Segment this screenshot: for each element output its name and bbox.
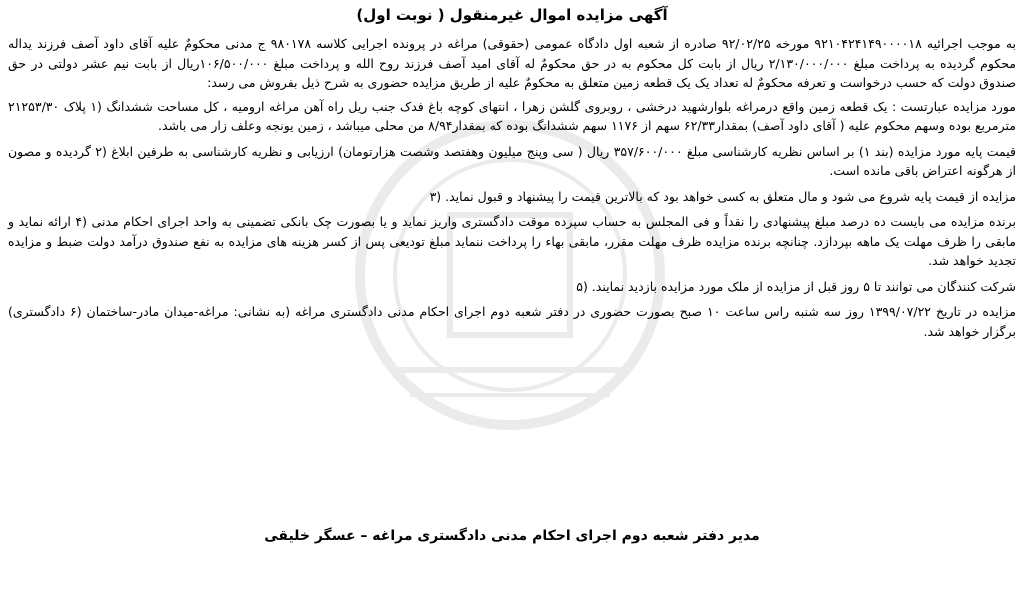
notice-title: آگهی مزایده اموال غیرمنقول ( نوبت اول) <box>356 6 668 24</box>
clause-3-start-price: مزایده از قیمت پایه شروع می شود و مال متعلق به کسی خواهد بود که بالاترین قیمت را پیشنهاد و قبول نماید. (۳ <box>429 188 1016 204</box>
signature-line: مدیر دفتر شعبه دوم اجرای احکام مدنی دادگستری مراغه – عسگر خلیقی <box>264 528 760 544</box>
clause-5-visit: شرکت کنندگان می توانند تا ۵ روز قبل از مزایده از ملک مورد مزایده بازدید نمایند. (۵ <box>576 278 1016 294</box>
clause-2-base-price: قیمت پایه مورد مزایده (بند ۱) بر اساس نظریه کارشناسی مبلغ ۳۵۷/۶۰۰/۰۰۰ ریال ( سی وپنج میلیون وهفتصد وشصت هزارتومان) ارزیابی و نظریه کارشناسی به طرفین ابلاغ (۲ گردیده و مصون از هرگونه اعتراض باقی مانده است. <box>8 143 1016 178</box>
clause-1-property: مورد مزایده عبارتست : یک قطعه زمین واقع درمراغه بلوارشهید درخشی ، روبروی گلشن زهرا ، انتهای کوچه باغ فدک جنب ریل راه آهن مراغه ارومیه ، کل مساحت ششدانگ (۱ پلاک ۲۱۲۵۳/۳۰ مترمربع بوده وسهم محکوم علیه ( آقای داود آصف) بمقدار۶۲/۳۳ سهم از ۱۱۷۶ سهم ششدانگ بوده که بمقدار۸/۹۴ من محلی میباشد ، زمین یونجه وعلف زار می باشد. <box>8 98 1016 133</box>
intro-paragraph: به موجب اجرائیه ۹۲۱۰۴۲۴۱۴۹۰۰۰۰۱۸ مورخه ۹۲/۰۲/۲۵ صادره از شعبه اول دادگاه عمومی (حقوقی) مراغه در پرونده اجرایی کلاسه ۹۸۰۱۷۸ ج مدنی محکومٌ علیه آقای داود آصف فرزند یداله محکوم گردیده به پرداخت مبلغ ۲/۱۳۰/۰۰۰/۰۰۰ ریال از بابت کل محکوم به در حق محکومٌ له آقای امید آصف فرزند روح الله و پرداخت مبلغ ۱۰۶/۵۰۰/۰۰۰ریال از بابت نیم عشر دولتی در حق صندوق دولت که حسب درخواست و تعرفه محکومٌ له تعداد یک یک قطعه زمین متعلق به محکومٌ علیه از طریق مزایده حضوری به شرح ذیل بفروش می رسد: <box>8 36 1017 90</box>
clause-6-date: مزایده در تاریخ ۱۳۹۹/۰۷/۲۲ روز سه شنبه راس ساعت ۱۰ صبح بصورت حضوری در دفتر شعبه دوم اجرای احکام مدنی دادگستری مراغه (به نشانی: مراغه-میدان مادر-ساختمان (۶ دادگستری) برگزار خواهد شد. <box>8 304 1016 339</box>
clause-4-payment: برنده مزایده می بایست ده درصد مبلغ پیشنهادی را نقداً و فی المجلس به حساب سپرده موقت دادگستری واریز نماید و یا بصورت چک بانکی تضمینی به واحد اجرای احکام مدنی (۴ ارائه نماید و مابقی را ظرف مهلت یک ماهه بپردازد. چنانچه برنده مزایده ظرف مهلت مقرر، مابقی بهاء را پرداخت ننماید مبلغ تودیعی پس از کسر هزینه های مزایده به نفع صندوق درآمد دولت ضبط و مزایده تجدید خواهد شد. <box>8 214 1016 268</box>
auction-notice <box>8 4 1016 586</box>
